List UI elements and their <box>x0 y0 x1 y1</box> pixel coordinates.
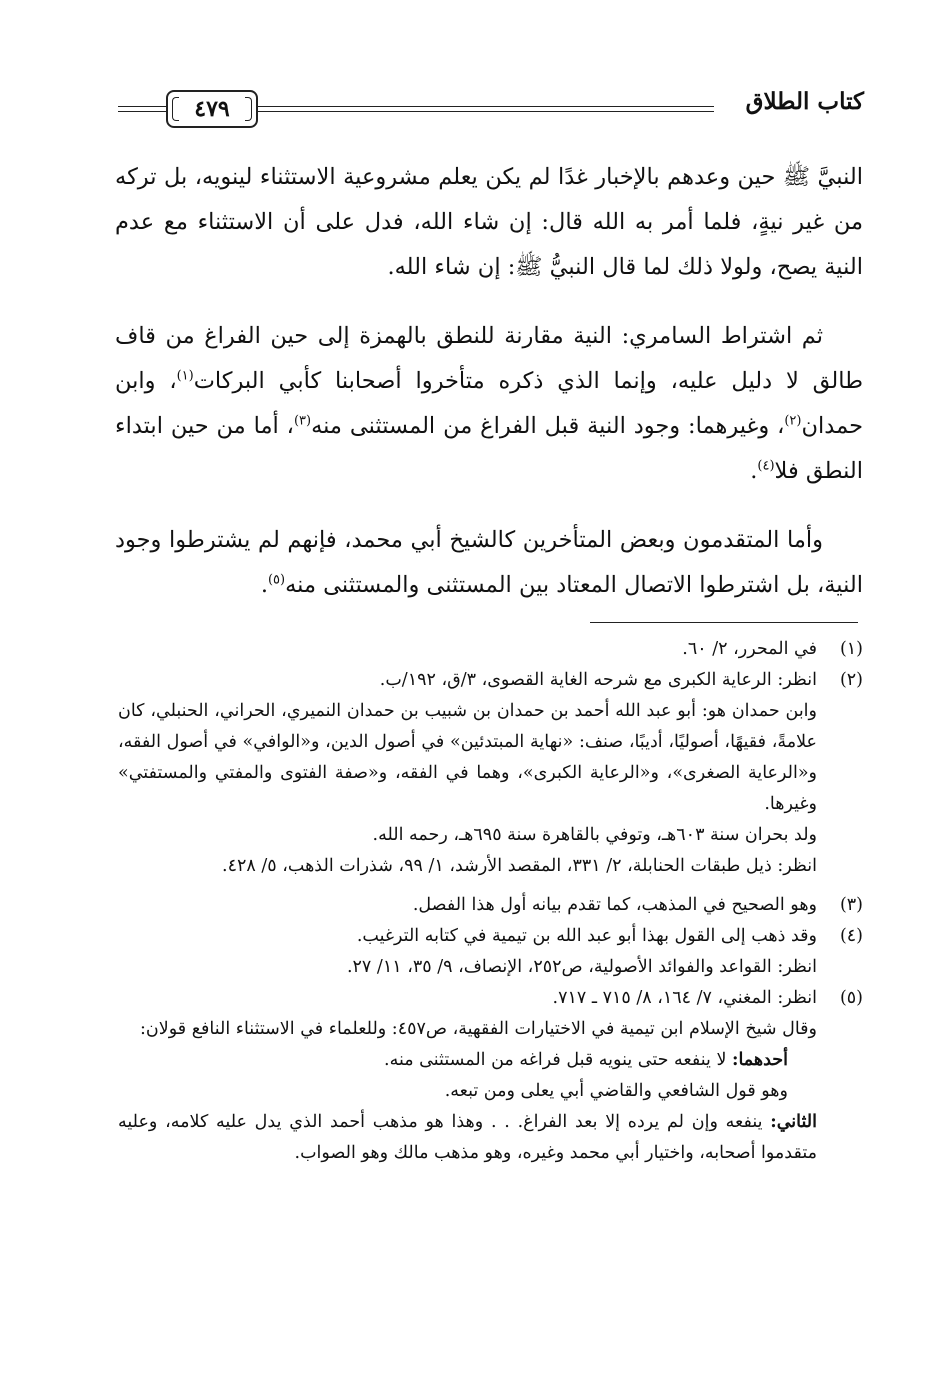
footnote-5-first-view <box>118 1045 863 1076</box>
paragraph-2-part-d: ، أما من حين ابتداء النطق فلا <box>115 413 863 484</box>
page-header <box>118 78 864 128</box>
paragraph-3 <box>115 518 863 608</box>
footnote-ref-2: (٢) <box>784 413 802 429</box>
footnotes <box>118 634 863 1169</box>
paragraph-2-part-a: ثم اشتراط السامري: النية مقارنة للنطق بالهمزة إلى حين الفراغ من قاف طالق لا دليل عليه، وإنما الذي ذكره متأخروا أصحابنا كأبي البركات <box>115 323 863 394</box>
main-text <box>115 155 863 632</box>
footnote-2-bio: وابن حمدان هو: أبو عبد الله أحمد بن حمدان بن شبيب بن حمدان النميري، الحراني، الحنبلي، كان علامةً، فقيهًا، أصوليًا، أديبًا، صنف: «نهاية المبتدئين» في أصول الدين، و«الوافي» في أصول الفقه، و«الرعاية الصغرى»، و«الرعاية الكبرى»، وهما في الفقه، و«صفة الفتوى والمفتي والمستفتي» وغيرها. <box>118 701 817 814</box>
footnote-ref-1: (١) <box>176 368 194 384</box>
paragraph-2-part-c: ، وغيرهما: وجود النية قبل الفراغ من المستثنى منه <box>311 413 785 439</box>
footnote-5-first-holders: وهو قول الشافعي والقاضي أبي يعلى ومن تبعه. <box>444 1081 788 1101</box>
footnote-4-number: (٤) <box>839 926 863 946</box>
footnote-5-text: انظر: المغني، ٧/ ١٦٤، ٨/ ٧١٥ ـ ٧١٧. <box>552 988 817 1008</box>
footnote-4-text: وقد ذهب إلى القول بهذا أبو عبد الله بن تيمية في كتابه الترغيب. <box>356 926 817 946</box>
paragraph-2-part-e: . <box>750 458 758 484</box>
footnote-5-second-view <box>118 1107 863 1169</box>
footnote-ref-5: (٥) <box>267 572 286 588</box>
page-number <box>166 90 258 128</box>
paragraph-2 <box>115 314 863 494</box>
header-rule-right <box>258 106 714 112</box>
footnote-separator <box>590 622 858 623</box>
footnote-5-second-label: الثاني: <box>770 1112 817 1132</box>
footnote-3-text: وهو الصحيح في المذهب، كما تقدم بيانه أول هذا الفصل. <box>412 895 817 915</box>
paragraph-3-part-b: . <box>260 572 268 598</box>
footnote-5 <box>118 983 863 1014</box>
footnote-2-dates: ولد بحران سنة ٦٠٣هـ، وتوفي بالقاهرة سنة ٦٩٥هـ، رحمه الله. <box>372 825 817 845</box>
footnote-5-second-text: ينفعه وإن لم يرده إلا بعد الفراغ. . . وهذا هو مذهب أحمد الذي يدل عليه كلامه، وعليه متقدموا أصحابه، واختيار أبي محمد وغيره، وهو مذهب مالك وهو الصواب. <box>118 1112 817 1163</box>
header-rule-left <box>118 106 166 112</box>
footnote-1-number: (١) <box>839 639 863 659</box>
footnote-4-sources: انظر: القواعد والفوائد الأصولية، ص٢٥٢، الإنصاف، ٩/ ٣٥، ١١/ ٢٧. <box>346 957 817 977</box>
footnote-3 <box>118 890 863 921</box>
footnote-5-quote-intro: وقال شيخ الإسلام ابن تيمية في الاختيارات الفقهية، ص٤٥٧: وللعلماء في الاستثناء النافع قولان: <box>140 1019 817 1039</box>
footnote-2-sources: انظر: ذيل طبقات الحنابلة، ٢/ ٣٣١، المقصد الأرشد، ١/ ٩٩، شذرات الذهب، ٥/ ٤٢٨. <box>222 856 817 876</box>
footnote-5-first-text: لا ينفعه حتى ينويه قبل فراغه من المستثنى منه. <box>384 1050 732 1070</box>
footnote-3-number: (٣) <box>839 895 863 915</box>
paragraph-3-part-a: وأما المتقدمون وبعض المتأخرين كالشيخ أبي محمد، فإنهم لم يشترطوا وجود النية، بل اشترطوا الاتصال المعتاد بين المستثنى والمستثنى منه <box>115 527 863 598</box>
footnote-5-number: (٥) <box>839 988 863 1008</box>
page-number-text: ٤٧٩ <box>194 96 230 122</box>
footnote-2-number: (٢) <box>839 670 863 690</box>
footnote-4 <box>118 921 863 952</box>
footnote-5-first-label: أحدهما: <box>731 1050 788 1070</box>
paragraph-1: النبيَّ ﷺ حين وعدهم بالإخبار غدًا لم يكن يعلم مشروعية الاستثناء لينويه، بل تركه من غير نيةٍ، فلما أمر به الله قال: إن شاء الله، فدل على أن الاستثناء مع عدم النية يصح، ولولا ذلك لما قال النبيُّ ﷺ: إن شاء الله. <box>115 164 863 280</box>
footnote-ref-4: (٤) <box>757 458 775 474</box>
footnote-1 <box>118 634 863 665</box>
footnote-2 <box>118 665 863 696</box>
paragraph-2-part-b: ، وابن حمدان <box>115 368 863 439</box>
footnote-2-text: انظر: الرعاية الكبرى مع شرحه الغاية القصوى، ٣/ق، ١٩٢/ب. <box>379 670 817 690</box>
book-title: كتاب الطلاق <box>745 88 864 115</box>
footnote-1-text: في المحرر، ٢/ ٦٠. <box>682 639 817 659</box>
footnote-ref-3: (٣) <box>293 413 312 429</box>
